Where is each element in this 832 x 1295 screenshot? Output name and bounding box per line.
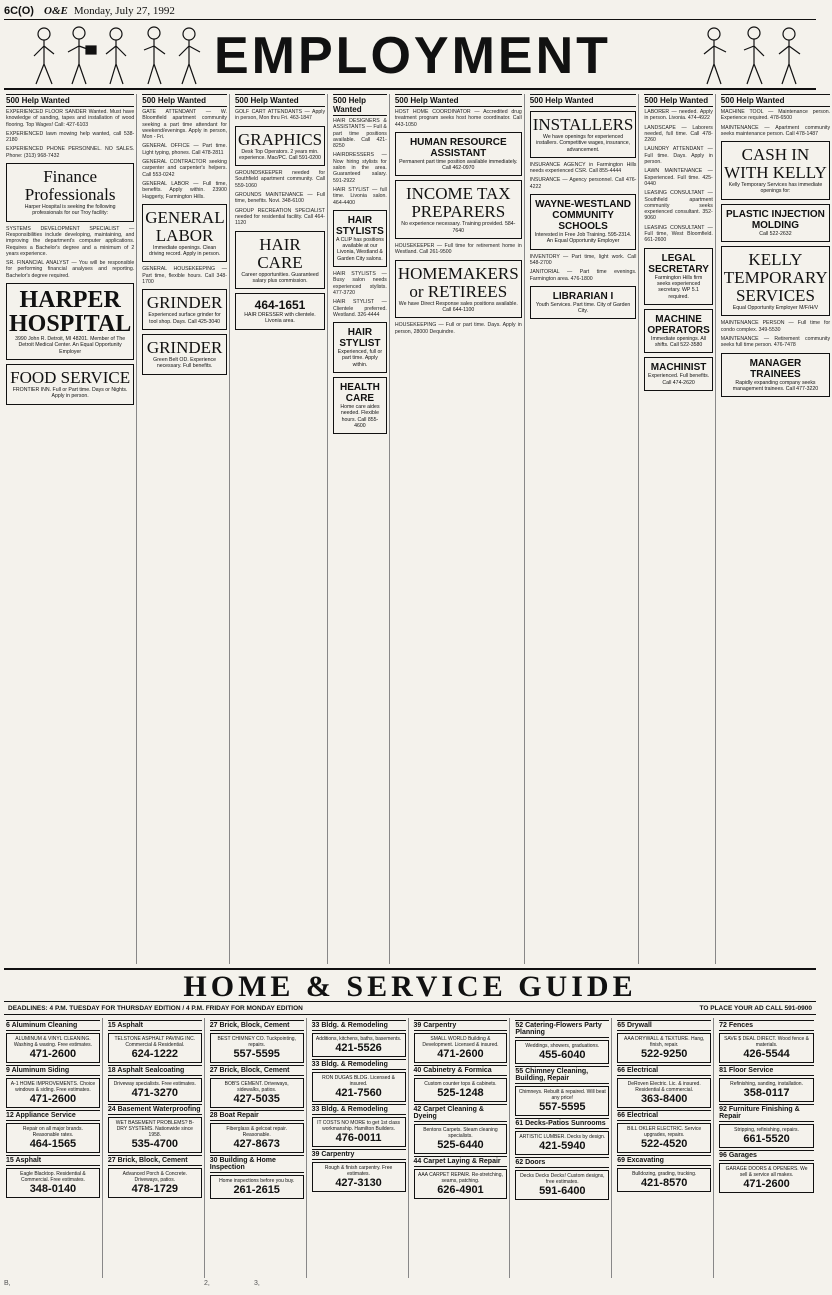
masthead: [4, 2, 816, 20]
service-ad-text: Repair on all major brands. Reasonable rates.: [22, 1126, 83, 1138]
display-ad-title: HARPER HOSPITAL: [9, 287, 132, 338]
service-category: 69 Excavating: [617, 1155, 711, 1166]
service-ad-phone: 427-5035: [233, 1093, 280, 1105]
column-heading: 500 Help Wanted: [721, 94, 830, 107]
display-ad: [395, 260, 522, 319]
display-ad-body: Youth Services. Part time. City of Garden City.: [535, 301, 631, 315]
service-category: 27 Brick, Block, Cement: [108, 1155, 202, 1166]
classified-column: [393, 94, 525, 964]
service-category: 42 Carpet Cleaning & Dyeing: [414, 1104, 508, 1122]
display-ad-title: HAIR CARE: [257, 234, 303, 272]
display-ad: [530, 111, 637, 158]
classified-ad: GOLF CART ATTENDANTS — Apply in person, Mon thru Fri. 463-1847: [234, 109, 326, 122]
service-ad-text: A-1 HOME IMPROVEMENTS. Choice windows & siding. Free estimates.: [10, 1081, 96, 1093]
column-heading: 500 Help Wanted: [235, 94, 325, 107]
display-ad-title: LEGAL SECRETARY: [648, 252, 709, 275]
service-ad-phone: 557-5595: [233, 1048, 280, 1060]
display-ad: [142, 289, 227, 330]
service-category: 18 Asphalt Sealcoating: [108, 1065, 202, 1076]
service-ad-phone: 471-2600: [29, 1093, 77, 1105]
classified-ad: MAINTENANCE — Retirement community seeks full time person. 476-7478: [720, 335, 831, 349]
service-category: 72 Fences: [719, 1020, 814, 1031]
service-ad-phone: 348-0140: [29, 1183, 77, 1195]
display-ad: [395, 180, 522, 239]
display-ad-phone: 464-1651: [254, 298, 306, 313]
classified-ad: SYSTEMS DEVELOPMENT SPECIALIST — Responsibilities include developing, maintaining, and improving the department's computer applications. Requires a Bachelor's degree and a minimum of 2 years experience.: [6, 225, 135, 257]
classified-columns: [4, 94, 831, 964]
footer-mark: 3,: [254, 1280, 260, 1287]
service-category: 52 Catering-Flowers Party Planning: [515, 1020, 609, 1038]
service-ad: [719, 1163, 814, 1193]
service-ad-text: RON DUGAS BLDG. Licensed & insured.: [322, 1075, 395, 1087]
classified-ad: HAIR DESIGNERS & ASSISTANTS — Full & part time positions available. Call 421-8250: [333, 118, 387, 150]
service-ad: [210, 1033, 304, 1063]
display-ad-body: We have Direct Response sales positions available. Call 644-1100: [398, 300, 518, 313]
service-ad-phone: 661-5520: [743, 1133, 790, 1145]
service-ad-phone: 476-0011: [335, 1132, 382, 1144]
classified-ad: EXPERIENCED PHONE PERSONNEL. NO SALES. Phone: (313) 968-7432: [6, 146, 135, 159]
classified-ad: GATE ATTENDANT — W. Bloomfield apartment community seeking a part time attendant for weekend/evenings. Apply in person, Mon - Fri.: [142, 109, 227, 141]
display-ad-title: GRINDER: [146, 293, 223, 313]
deadline-bar: [4, 1003, 816, 1015]
service-ad-phone: 522-4520: [640, 1138, 688, 1150]
display-ad-body: Equal Opportunity Employer M/F/H/V: [732, 305, 819, 312]
service-ad-text: Chimneys. Rebuilt & repaired. Will beat any price!: [518, 1089, 606, 1101]
display-ad: [644, 248, 712, 305]
display-ad: [530, 194, 637, 250]
service-ad-text: ARTISTIC LUMBER. Decks by design.: [519, 1134, 606, 1140]
classified-ad: HAIR STYLIST — Clientele preferred. Westland. 326-4444: [333, 299, 387, 318]
service-ad-text: Eagle Blacktop. Residential & Commercial. Free estimates.: [20, 1171, 86, 1183]
service-category: 33 Bldg. & Remodeling: [312, 1104, 406, 1115]
column-heading: 500 Help Wanted: [395, 94, 522, 107]
display-ad: [142, 334, 227, 375]
display-ad: [235, 293, 325, 330]
display-ad-body: Home care aides needed. Flexible hours. Call 855-4600: [340, 404, 380, 429]
service-ad: [515, 1040, 609, 1064]
service-column: [717, 1018, 816, 1278]
display-ad-title: HAIR STYLISTS: [336, 214, 384, 237]
service-ad: [719, 1033, 814, 1063]
service-ad: [617, 1123, 711, 1153]
service-ad: [6, 1123, 100, 1153]
service-ad-phone: 535-4700: [131, 1138, 179, 1150]
issue-date: Monday, July 27, 1992: [73, 4, 175, 17]
classified-ad: LEASING CONSULTANT — Full time, West Bloomfield. 661-2600: [644, 224, 713, 244]
classified-ad: HAIRDRESSERS — Now hiring stylists for salon in the area. Guaranteed salary. 591-2922: [333, 152, 387, 184]
classified-ad: MAINTENANCE — Apartment community seeks maintenance person. Call 478-1487: [720, 124, 831, 137]
service-ad-phone: 522-9250: [640, 1048, 688, 1060]
display-ad-body: Call 522-2632: [759, 230, 792, 237]
service-ad: [108, 1033, 202, 1063]
service-ad-phone: 471-2600: [29, 1048, 77, 1060]
display-ad-body: FRONTIER INN. Full or Part time. Days or Nights. Apply in person.: [12, 386, 128, 400]
service-ad-text: DeRoven Electric. Lic. & insured. Residential & commercial.: [627, 1081, 701, 1093]
classified-ad: HOUSEKEEPER — Full time for retirement home in Westland. Call 261-9500: [394, 243, 522, 256]
classified-ad: GROUNDS MAINTENANCE — Full time, benefits. Novi. 348-6100: [234, 192, 326, 205]
column-heading: 500 Help Wanted: [644, 94, 712, 107]
display-ad: [644, 309, 712, 354]
page-footer-marks: [4, 1280, 816, 1290]
service-ad: [515, 1170, 609, 1200]
service-ad-text: Advanced Porch & Concrete. Driveways, patios.: [122, 1171, 188, 1183]
display-ad-body: We have openings for experienced installers. Competitive wages, insurance, advancement.: [536, 134, 631, 153]
place-ad-text: TO PLACE YOUR AD CALL 591-0900: [699, 1005, 812, 1012]
service-ad-text: Bentons Carpets. Steam cleaning specialists.: [423, 1127, 498, 1139]
service-category: 92 Furniture Finishing & Repair: [719, 1104, 814, 1122]
service-ad-phone: 591-6400: [539, 1185, 586, 1197]
service-ad-phone: 358-0117: [743, 1087, 790, 1099]
service-ad: [6, 1078, 100, 1108]
classified-ad: GENERAL LABOR — Full time, benefits. Apply within. 23900 Haggerty, Farmington Hills.: [142, 180, 227, 200]
classified-ad: LABORER — needed. Apply in person. Livonia. 474-4922: [644, 109, 713, 122]
display-ad-body: Experienced surface grinder for tool shop. Days. Call 425-3040: [148, 312, 221, 325]
column-heading: 500 Help Wanted: [333, 94, 387, 116]
service-ad-text: BILL OKLER ELECTRIC. Service upgrades, repairs.: [627, 1126, 702, 1138]
classified-ad: EXPERIENCED lawn mowing help wanted, call 538-2180: [6, 130, 135, 144]
classified-ad: INSURANCE AGENCY in Farmington Hills needs experienced CSR. Call 855-4444: [529, 161, 637, 175]
display-ad: [333, 377, 387, 434]
display-ad-body: Rapidly expanding company seeks management trainees. Call 477-3220: [732, 379, 819, 392]
display-ad-title: INSTALLERS: [532, 115, 634, 134]
service-ad-text: Additions, kitchens, baths, basements.: [315, 1036, 402, 1042]
classified-ad: INVENTORY — Part time, light work. Call 548-2700: [529, 253, 637, 266]
classified-column: [331, 94, 390, 964]
service-category: 96 Garages: [719, 1150, 814, 1161]
service-ad: [515, 1131, 609, 1155]
service-category: 66 Electrical: [617, 1110, 711, 1121]
display-ad: [333, 210, 387, 267]
display-ad-body: Permanent part time position available immediately. Call 462-0970: [399, 158, 518, 172]
display-ad: [142, 204, 227, 263]
service-ad: [719, 1124, 814, 1148]
service-ad-phone: 464-1565: [29, 1138, 77, 1150]
display-ad-title: GRAPHICS: [237, 129, 323, 149]
service-category: 61 Decks-Patios Sunrooms: [515, 1118, 609, 1129]
service-ad-phone: 421-7560: [335, 1087, 382, 1099]
classified-ad: HAIR STYLIST — full time. Livonia salon. 464-4400: [333, 186, 387, 206]
display-ad-title: HAIR STYLIST: [339, 327, 381, 350]
service-ad-text: Custom counter tops & cabinets.: [424, 1081, 497, 1087]
display-ad: [6, 163, 134, 222]
column-heading: 500 Help Wanted: [142, 94, 227, 107]
classified-column: [4, 94, 137, 964]
display-ad-title: GRINDER: [146, 337, 223, 357]
service-ad-text: Stripping, refinishing, repairs.: [734, 1127, 799, 1133]
service-ad: [210, 1175, 304, 1199]
service-ad-text: Rough & finish carpentry. Free estimates.: [324, 1165, 393, 1177]
service-category: 6 Aluminum Cleaning: [6, 1020, 100, 1031]
service-ad-phone: 525-6440: [437, 1139, 484, 1151]
display-ad-body: Harper Hospital is seeking the following professionals for our Troy facility:: [24, 204, 116, 217]
display-ad-title: HEALTH CARE: [340, 382, 380, 405]
display-ad-title: PLASTIC INJECTION MOLDING: [725, 208, 825, 231]
classified-ad: GROUNDSKEEPER needed for Southfield apartment community. Call 559-1060: [234, 170, 326, 189]
service-category: 33 Bldg. & Remodeling: [312, 1059, 406, 1070]
service-ad-text: AAA CARPET REPAIR. Re-stretching, seams, patching.: [418, 1172, 503, 1184]
service-ad-text: SMALL WORLD Building & Development. Licensed & insured.: [422, 1036, 499, 1048]
service-ad-text: ALUMINUM & VINYL CLEANING. Washing & waxing. Free estimates.: [13, 1036, 93, 1048]
display-ad-body: No experience necessary. Training provided. 584-7640: [401, 221, 516, 234]
display-ad-title: MANAGER TRAINEES: [749, 357, 802, 380]
classified-ad: LEASING CONSULTANT — Southfield apartment community seeks experienced consultant. 352-9060: [644, 190, 713, 222]
display-ad-body: Immediate openings. All shifts. Call 522-3580: [651, 335, 707, 349]
footer-mark: 2,: [204, 1280, 210, 1287]
service-ad-phone: 426-5544: [743, 1048, 790, 1060]
footer-mark: B,: [4, 1280, 11, 1287]
classified-ad: MAINTENANCE PERSON — Full time for condo complex. 349-5530: [720, 320, 831, 333]
service-ad-phone: 478-1729: [131, 1183, 179, 1195]
employment-heading: EMPLOYMENT: [214, 27, 611, 85]
column-heading: 500 Help Wanted: [530, 94, 637, 107]
display-ad: [235, 126, 325, 167]
service-ad-phone: 261-2615: [233, 1184, 280, 1196]
page-number: 6C(O): [4, 4, 34, 17]
display-ad: [721, 141, 830, 200]
deadline-text: DEADLINES: 4 P.M. TUESDAY FOR THURSDAY EDITION / 4 P.M. FRIDAY FOR MONDAY EDITION: [8, 1005, 303, 1012]
service-category: 28 Boat Repair: [210, 1110, 304, 1121]
service-ad-text: Driveway specialists. Free estimates.: [113, 1081, 196, 1087]
display-ad-body: Green Belt OD. Experience necessary. Full benefits.: [153, 356, 217, 370]
display-ad-title: INCOME TAX PREPARERS: [405, 184, 511, 222]
service-category: 55 Chimney Cleaning, Building, Repair: [515, 1066, 609, 1084]
display-ad: [6, 364, 134, 405]
service-ad-text: BOB'S CEMENT. Driveways, sidewalks, patios.: [224, 1081, 289, 1093]
display-ad-body: Career opportunities. Guaranteed salary plus commission.: [241, 271, 319, 284]
service-ad-phone: 421-8570: [640, 1177, 688, 1189]
service-ad-phone: 471-2600: [437, 1048, 484, 1060]
display-ad-body: 3990 John R. Detroit, MI 48201. Member of The Detroit Medical Center. An Equal Opportunity Employer: [15, 336, 126, 355]
classified-ad: INSURANCE — Agency personnel. Call 476-4222: [529, 177, 637, 190]
service-ad-phone: 427-3130: [335, 1177, 382, 1189]
classified-ad: GROUP RECREATION SPECIALIST needed for residential facility. Call 464-1120: [234, 207, 326, 227]
display-ad: [395, 132, 522, 177]
service-ad-phone: 363-8400: [640, 1093, 688, 1105]
display-ad-body: Desk Top Operators. 2 years min. experience. Mac/PC. Call 591-0200: [239, 148, 321, 161]
service-ad-phone: 624-1222: [131, 1048, 179, 1060]
display-ad-body: Immediate openings. Clean driving record. Apply in person.: [148, 244, 221, 258]
service-ad: [6, 1168, 100, 1198]
service-category: 24 Basement Waterproofing: [107, 1106, 201, 1113]
classified-ad: GENERAL HOUSEKEEPING — Part time, flexible hours. Call 348-1700: [142, 266, 227, 286]
display-ad: [644, 357, 712, 391]
employment-banner: [4, 20, 816, 90]
service-category: 27 Brick, Block, Cement: [210, 1065, 304, 1076]
classified-ad: GENERAL OFFICE — Part time. Light typing, phones. Call 478-2811: [142, 143, 227, 156]
service-ad: [617, 1033, 711, 1063]
publication-name: O&E: [44, 4, 68, 17]
service-category: 66 Electrical: [617, 1065, 711, 1076]
service-ad: [210, 1123, 304, 1153]
service-ad: [312, 1162, 406, 1192]
service-category: 65 Drywall: [617, 1020, 711, 1031]
home-service-guide-banner: [4, 968, 816, 1002]
service-ad: [414, 1124, 508, 1154]
classified-ad: HOUSEKEEPING — Full or part time. Days. Apply in person, 28000 Dequindre.: [394, 322, 522, 335]
service-ad-text: Decks Decks Decks! Custom designs, free estimates.: [520, 1173, 605, 1185]
service-ad-text: Fiberglass & gelcoat repair. Reasonable.: [226, 1126, 287, 1138]
display-ad-title: MACHINIST: [650, 362, 707, 374]
classified-ad: EXPERIENCED FLOOR SANDER Wanted. Must have knowledge of sanding, tapes and installation of wood flooring. Top Wages! Call: 427-6103: [6, 109, 135, 128]
display-ad-title: LIBRARIAN I: [552, 290, 614, 302]
worker-figures-illustration: [24, 24, 209, 88]
display-ad-title: KELLY TEMPORARY SERVICES: [723, 250, 828, 306]
service-ad-text: WET BASEMENT PROBLEMS? B-DRY SYSTEMS. Nationwide since 1958.: [115, 1120, 194, 1138]
service-ad: [210, 1078, 304, 1108]
service-category: 15 Asphalt: [6, 1155, 100, 1166]
service-ad: [515, 1086, 609, 1116]
display-ad-body: Experienced. Full benefits. Call 474-2620: [648, 373, 710, 386]
service-category: 27 Brick, Block, Cement: [210, 1020, 304, 1031]
service-ad-phone: 471-2600: [743, 1178, 790, 1190]
service-ad: [108, 1168, 202, 1198]
service-ad-text: GARAGE DOORS & OPENERS. We sell & service all makes.: [725, 1166, 808, 1178]
service-ad-phone: 557-5595: [539, 1101, 586, 1113]
service-ad: [414, 1078, 508, 1102]
service-ad: [719, 1078, 814, 1102]
service-ad: [108, 1117, 202, 1153]
display-ad-title: CASH IN WITH KELLY: [724, 145, 827, 183]
classified-ad: HAIR STYLISTS — Busy salon needs experienced stylists. 477-3720: [333, 271, 387, 296]
service-ad-phone: 421-5526: [335, 1042, 382, 1054]
service-ad-phone: 626-4901: [437, 1184, 484, 1196]
service-column: [615, 1018, 714, 1278]
service-ad-text: BEST CHIMNEY CO. Tuckpointing, repairs.: [217, 1036, 296, 1048]
classified-ad: JANITORIAL — Part time evenings. Farmington area. 476-1800: [529, 269, 637, 282]
classified-ad: HOST HOME COORDINATOR — Accredited drug treatment program seeks host home coordinator. Call 443-1050: [394, 109, 522, 128]
display-ad-body: A CLIP has positions available at our Livonia, Westland & Garden City salons.: [336, 236, 384, 262]
service-ad-text: IT COSTS NO MORE to get 1st class workmanship. Hamilton Builders.: [317, 1120, 401, 1132]
service-ad-phone: 525-1248: [437, 1087, 484, 1099]
classified-column: [719, 94, 832, 964]
home-service-guide-title: HOME & SERVICE GUIDE: [183, 970, 637, 1003]
service-ad-text: AAA DRYWALL & TEXTURE. Hang, finish, repair.: [624, 1036, 705, 1048]
display-ad-body: Kelly Temporary Services has immediate openings for:: [728, 182, 823, 195]
display-ad-title: HUMAN RESOURCE ASSISTANT: [409, 136, 507, 159]
column-heading: 500 Help Wanted: [6, 94, 134, 107]
display-ad: [721, 246, 830, 316]
service-column: [412, 1018, 511, 1278]
service-category: 30 Building & Home Inspection: [210, 1155, 304, 1173]
service-ad-phone: 427-8673: [233, 1138, 280, 1150]
service-ad-text: TELSTONE ASPHALT PAVING INC. Commercial & Residential.: [114, 1036, 196, 1048]
display-ad: [721, 204, 830, 242]
display-ad-title: FOOD SERVICE: [10, 367, 131, 387]
classified-column: [140, 94, 230, 964]
classified-ad: LAWN MAINTENANCE — Experienced. Full time. 425-0440: [644, 168, 713, 187]
display-ad-body: HAIR DRESSER with clientele. Livonia area.: [244, 312, 316, 325]
service-ad: [414, 1169, 508, 1199]
display-ad: [530, 286, 637, 320]
service-ad-text: Home inspections before you buy.: [219, 1178, 295, 1184]
service-column: [106, 1018, 205, 1278]
service-column: [513, 1018, 612, 1278]
display-ad-title: WAYNE-WESTLAND COMMUNITY SCHOOLS: [535, 199, 631, 233]
service-category: 44 Carpet Laying & Repair: [414, 1156, 508, 1167]
service-column: [4, 1018, 103, 1278]
service-column: [208, 1018, 307, 1278]
service-ad-phone: 455-6040: [539, 1049, 586, 1061]
newspaper-page: [4, 2, 831, 1290]
classified-ad: GENERAL CONTRACTOR seeking carpenter and carpenter's helpers. Call 553-0242: [142, 159, 227, 178]
display-ad: [6, 283, 134, 360]
service-category: 9 Aluminum Siding: [6, 1065, 100, 1076]
display-ad-body: Experienced, full or part time. Apply within.: [337, 349, 383, 368]
service-category: 81 Floor Service: [719, 1065, 814, 1076]
service-column: [310, 1018, 409, 1278]
service-ad-phone: 471-3270: [131, 1087, 179, 1099]
display-ad: [721, 353, 830, 398]
display-ad: [333, 322, 387, 373]
classified-ad: LANDSCAPE — Laborers needed, full time. Call 478-2260: [644, 124, 713, 144]
classified-ad: SR. FINANCIAL ANALYST — You will be responsible for performing financial analyses and reporting. Bachelor's degree required.: [6, 260, 135, 279]
display-ad-title: GENERAL LABOR: [145, 207, 225, 245]
display-ad-body: Farmington Hills firm seeks experienced secretary. WP 5.1 required.: [654, 274, 703, 300]
display-ad-body: Interested in Free Job Training. 595-2314. An Equal Opportunity Employer: [534, 232, 632, 245]
service-category: 39 Carpentry: [414, 1020, 508, 1031]
service-category: 15 Asphalt: [108, 1020, 202, 1031]
service-ad-phone: 421-5940: [539, 1140, 586, 1152]
worker-figures-right-illustration: [564, 24, 804, 88]
classified-ad: MACHINE TOOL — Maintenance person. Experience required. 478-6500: [720, 109, 831, 122]
service-ad: [312, 1117, 406, 1147]
service-guide-grid: [4, 1018, 816, 1278]
classified-ad: LAUNDRY ATTENDANT — Full time. Days. Apply in person.: [644, 146, 713, 166]
display-ad-title: Finance Professionals: [24, 167, 116, 205]
service-ad: [312, 1033, 406, 1057]
service-ad-text: Weddings, showers, graduations.: [525, 1043, 600, 1049]
service-ad: [617, 1078, 711, 1108]
display-ad-title: HOMEMAKERS or RETIREES: [397, 263, 519, 301]
service-ad: [414, 1033, 508, 1063]
service-category: 39 Carpentry: [312, 1149, 406, 1160]
service-category: 62 Doors: [515, 1157, 609, 1168]
service-category: 33 Bldg. & Remodeling: [312, 1020, 406, 1031]
service-category: 12 Appliance Service: [6, 1110, 100, 1121]
service-ad-text: SAVE $ DEAL DIRECT. Wood fence & materials.: [724, 1036, 810, 1048]
classified-column: [233, 94, 328, 964]
display-ad: [235, 231, 325, 290]
display-ad-title: MACHINE OPERATORS: [647, 313, 710, 336]
service-ad: [108, 1078, 202, 1102]
service-ad-text: Bulldozing, grading, trucking.: [632, 1171, 697, 1177]
service-category: 40 Cabinetry & Formica: [414, 1065, 508, 1076]
service-ad: [6, 1033, 100, 1063]
service-ad: [617, 1168, 711, 1192]
classified-column: [642, 94, 715, 964]
service-ad-text: Refinishing, sanding, installation.: [730, 1081, 803, 1087]
service-ad: [312, 1072, 406, 1102]
classified-column: [528, 94, 640, 964]
